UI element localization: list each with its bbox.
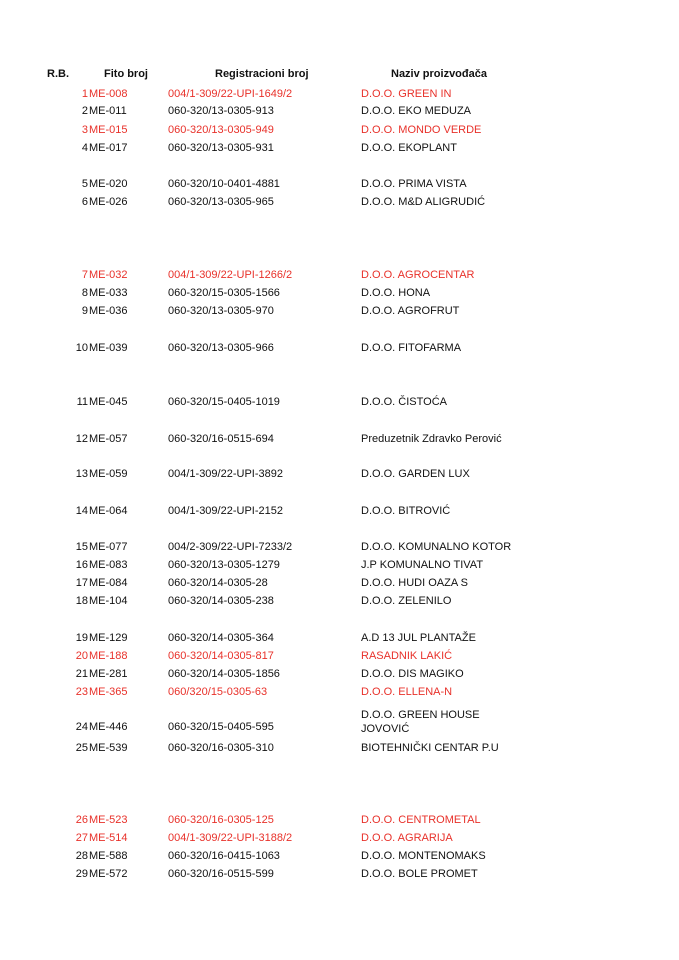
registration-number: 004/1-309/22-UPI-3892 — [168, 468, 283, 480]
table-row — [0, 813, 679, 829]
row-number: 26 — [75, 814, 88, 826]
registration-number: 060-320/16-0305-125 — [168, 814, 274, 826]
registration-number: 060-320/13-0305-966 — [168, 342, 274, 354]
row-number: 20 — [75, 650, 88, 662]
table-row — [0, 649, 679, 665]
registration-number: 004/1-309/22-UPI-1266/2 — [168, 269, 293, 281]
registration-number: 060/320/15-0305-63 — [168, 686, 268, 698]
fito-number: ME-032 — [89, 269, 128, 281]
fito-number: ME-084 — [89, 577, 128, 589]
row-number: 24 — [75, 721, 88, 733]
fito-number: ME-039 — [89, 342, 128, 354]
producer-name: D.O.O. M&D ALIGRUDIĆ — [361, 196, 486, 208]
table-row — [0, 341, 679, 357]
fito-number: ME-539 — [89, 742, 128, 754]
fito-number: ME-020 — [89, 178, 128, 190]
fito-number: ME-281 — [89, 668, 128, 680]
registration-number: 060-320/16-0515-694 — [168, 433, 274, 445]
producer-name: D.O.O. AGROCENTAR — [361, 269, 475, 281]
producer-name: D.O.O. EKO MEDUZA — [361, 105, 472, 117]
row-number: 18 — [75, 595, 88, 607]
fito-number: ME-059 — [89, 468, 128, 480]
row-number: 2 — [81, 105, 88, 117]
row-number: 10 — [75, 342, 88, 354]
registration-number: 060-320/13-0305-970 — [168, 305, 274, 317]
producer-name: D.O.O. GREEN HOUSE JOVOVIĆ — [361, 709, 480, 735]
fito-number: ME-083 — [89, 559, 128, 571]
fito-number: ME-033 — [89, 287, 128, 299]
row-number: 27 — [75, 832, 88, 844]
producer-name: D.O.O. CENTROMETAL — [361, 814, 481, 826]
registration-number: 060-320/15-0305-1566 — [168, 287, 280, 299]
header-fito-broj: Fito broj — [104, 68, 148, 80]
producer-name: D.O.O. HONA — [361, 287, 431, 299]
table-row — [0, 104, 679, 120]
row-number: 15 — [75, 541, 88, 553]
table-row — [0, 141, 679, 157]
row-number: 5 — [81, 178, 88, 190]
producer-name: D.O.O. FITOFARMA — [361, 342, 462, 354]
registration-number: 004/1-309/22-UPI-1649/2 — [168, 88, 293, 100]
registration-number: 060-320/13-0305-949 — [168, 124, 274, 136]
fito-number: ME-017 — [89, 142, 128, 154]
fito-number: ME-064 — [89, 505, 128, 517]
table-row — [0, 268, 679, 284]
row-number: 4 — [81, 142, 88, 154]
table-row — [0, 395, 679, 411]
fito-number: ME-057 — [89, 433, 128, 445]
table-row — [0, 195, 679, 211]
fito-number: ME-036 — [89, 305, 128, 317]
row-number: 23 — [75, 686, 88, 698]
table-row — [0, 849, 679, 865]
fito-number: ME-523 — [89, 814, 128, 826]
table-row — [0, 867, 679, 883]
fito-number: ME-011 — [89, 105, 127, 117]
producer-name: D.O.O. BITROVIĆ — [361, 505, 451, 517]
registration-number: 004/1-309/22-UPI-2152 — [168, 505, 283, 517]
table-row — [0, 123, 679, 139]
row-number: 29 — [75, 868, 88, 880]
row-number: 14 — [75, 505, 88, 517]
table-row — [0, 304, 679, 320]
registration-number: 060-320/16-0305-310 — [168, 742, 274, 754]
row-number: 11 — [76, 396, 88, 408]
producer-name: D.O.O. GARDEN LUX — [361, 468, 470, 480]
producer-name: D.O.O. MONDO VERDE — [361, 124, 482, 136]
row-number: 19 — [75, 632, 88, 644]
fito-number: ME-446 — [89, 721, 128, 733]
table-row — [0, 667, 679, 683]
fito-number: ME-045 — [89, 396, 128, 408]
fito-number: ME-008 — [89, 88, 128, 100]
table-row — [0, 467, 679, 483]
row-number: 12 — [75, 433, 88, 445]
fito-number: ME-015 — [89, 124, 128, 136]
producer-name: D.O.O. EKOPLANT — [361, 142, 457, 154]
table-row — [0, 286, 679, 302]
producer-name: D.O.O. BOLE PROMET — [361, 868, 478, 880]
fito-number: ME-588 — [89, 850, 128, 862]
producer-name: D.O.O. KOMUNALNO KOTOR — [361, 541, 512, 553]
table-row — [0, 831, 679, 847]
row-number: 3 — [81, 124, 88, 136]
row-number: 17 — [75, 577, 88, 589]
producer-name: D.O.O. HUDI OAZA S — [361, 577, 468, 589]
producer-name: D.O.O. DIS MAGIKO — [361, 668, 464, 680]
registration-number: 060-320/15-0405-595 — [168, 721, 274, 733]
table-row — [0, 576, 679, 592]
producer-name: D.O.O. AGRARIJA — [361, 832, 453, 844]
table-row — [0, 87, 679, 103]
table-row — [0, 558, 679, 574]
fito-number: ME-129 — [89, 632, 128, 644]
producer-name: A.D 13 JUL PLANTAŽE — [361, 632, 476, 644]
row-number: 28 — [75, 850, 88, 862]
registration-number: 060-320/16-0515-599 — [168, 868, 274, 880]
table-row — [0, 504, 679, 520]
producer-name: D.O.O. GREEN IN — [361, 88, 452, 100]
row-number: 9 — [81, 305, 88, 317]
producer-name: Preduzetnik Zdravko Perović — [361, 433, 502, 445]
row-number: 1 — [81, 88, 88, 100]
table-row — [0, 685, 679, 701]
registration-number: 060-320/13-0305-965 — [168, 196, 274, 208]
fito-number: ME-365 — [89, 686, 128, 698]
producer-name: D.O.O. MONTENOMAKS — [361, 850, 486, 862]
registration-number: 060-320/16-0415-1063 — [168, 850, 280, 862]
header-naziv-proizvodjaca: Naziv proizvođača — [391, 68, 487, 80]
table-row — [0, 709, 679, 736]
table-row — [0, 594, 679, 610]
table-row — [0, 177, 679, 193]
registration-number: 060-320/10-0401-4881 — [168, 178, 280, 190]
row-number: 25 — [75, 742, 88, 754]
producer-name: D.O.O. ZELENILO — [361, 595, 452, 607]
row-number: 21 — [75, 668, 88, 680]
row-number: 13 — [75, 468, 88, 480]
registration-number: 060-320/14-0305-238 — [168, 595, 274, 607]
registration-number: 060-320/14-0305-28 — [168, 577, 268, 589]
registration-number: 060-320/14-0305-817 — [168, 650, 274, 662]
registration-number: 004/2-309/22-UPI-7233/2 — [168, 541, 293, 553]
producer-name: BIOTEHNIČKI CENTAR P.U — [361, 742, 499, 754]
fito-number: ME-514 — [89, 832, 128, 844]
header-rb: R.B. — [47, 68, 69, 80]
registration-number: 060-320/13-0305-931 — [168, 142, 274, 154]
header-registracioni-broj: Registracioni broj — [215, 68, 309, 80]
registration-number: 060-320/13-0305-1279 — [168, 559, 280, 571]
producer-name: D.O.O. ČISTOĆA — [361, 396, 447, 408]
table-row — [0, 540, 679, 556]
table-row — [0, 631, 679, 647]
registration-number: 060-320/13-0305-913 — [168, 105, 274, 117]
registration-number: 060-320/15-0405-1019 — [168, 396, 280, 408]
fito-number: ME-572 — [89, 868, 128, 880]
producer-name: J.P KOMUNALNO TIVAT — [361, 559, 484, 571]
fito-number: ME-077 — [89, 541, 128, 553]
registration-number: 060-320/14-0305-364 — [168, 632, 274, 644]
producer-name: D.O.O. PRIMA VISTA — [361, 178, 467, 190]
row-number: 16 — [75, 559, 88, 571]
row-number: 8 — [81, 287, 88, 299]
fito-number: ME-188 — [89, 650, 128, 662]
producer-name: D.O.O. ELLENA-N — [361, 686, 453, 698]
registration-number: 004/1-309/22-UPI-3188/2 — [168, 832, 293, 844]
registration-number: 060-320/14-0305-1856 — [168, 668, 280, 680]
producer-name: D.O.O. AGROFRUT — [361, 305, 460, 317]
row-number: 7 — [81, 269, 88, 281]
fito-number: ME-026 — [89, 196, 128, 208]
producer-name: RASADNIK LAKIĆ — [361, 650, 453, 662]
fito-number: ME-104 — [89, 595, 128, 607]
table-row — [0, 741, 679, 757]
row-number: 6 — [81, 196, 88, 208]
table-row — [0, 432, 679, 448]
